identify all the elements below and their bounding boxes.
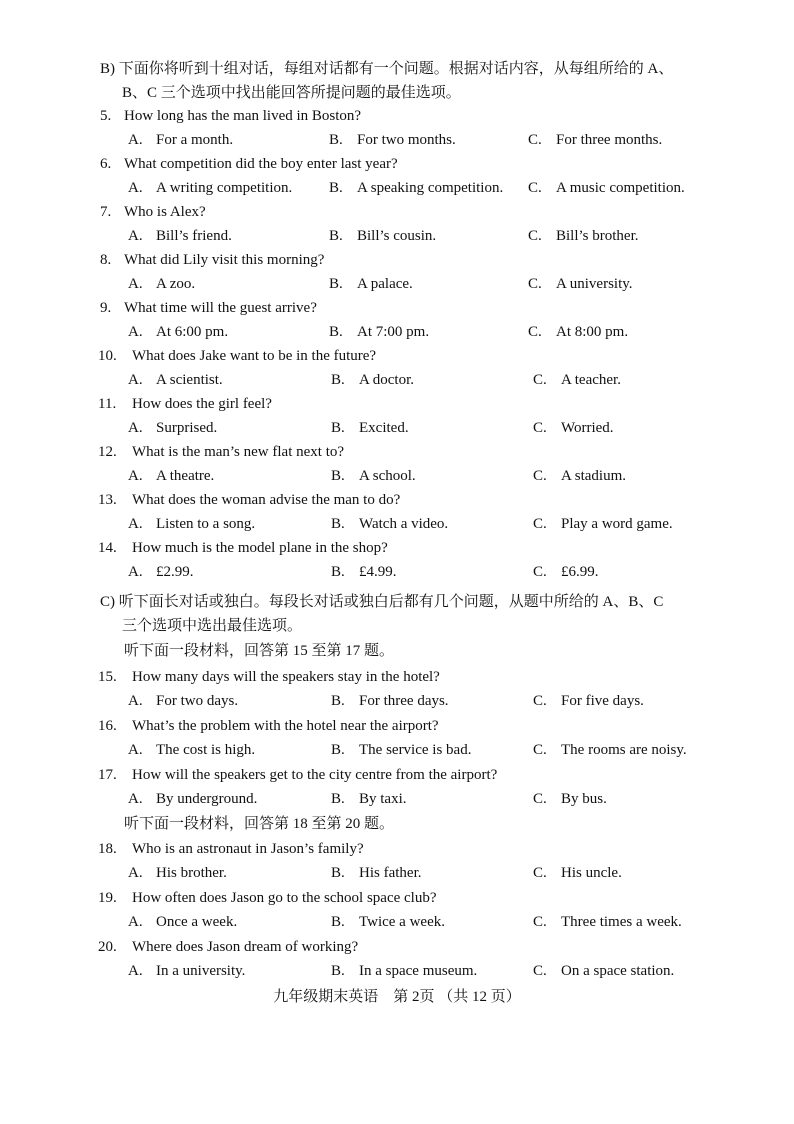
option-a: A. For a month. [128,132,234,148]
option-a: A. At 6:00 pm. [128,324,229,340]
option-a: A. A scientist. [128,372,223,388]
question-stem: How many days will the speakers stay in the hotel? [132,669,440,685]
option-a: A. A writing competition. [128,180,293,196]
option-b: B. Bill’s cousin. [329,228,437,244]
option-b: B. Twice a week. [331,914,445,930]
question-number: 11. [98,396,117,412]
material-instruction-18-20: 听下面一段材料，回答第 18 至第 20 题。 [124,816,395,832]
option-b: B. £4.99. [331,564,397,580]
option-c: C. A university. [528,276,633,292]
option-a: A. A zoo. [128,276,196,292]
question-stem: How much is the model plane in the shop? [132,540,388,556]
question-stem: What does Jake want to be in the future? [132,348,377,364]
question-stem: How often does Jason go to the school space club? [132,890,437,906]
question-number: 10. [98,348,117,364]
option-b: B. By taxi. [331,791,407,807]
option-b: B. A palace. [329,276,413,292]
option-a: A. The cost is high. [128,742,256,758]
section-b-instruction-line1: B) 下面你将听到十组对话，每组对话都有一个问题。根据对话内容，从每组所给的 A、 [100,61,674,77]
question-number: 7. [100,204,112,220]
option-c: C. By bus. [533,791,607,807]
question-number: 17. [98,767,117,783]
option-c: C. A teacher. [533,372,621,388]
option-b: B. His father. [331,865,422,881]
option-c: C. Three times a week. [533,914,682,930]
question-stem: Who is an astronaut in Jason’s family? [132,841,364,857]
question-stem: What does the woman advise the man to do? [132,492,401,508]
question-5 [0,104,794,152]
option-a: A. A theatre. [128,468,215,484]
option-c: C. His uncle. [533,865,622,881]
question-number: 16. [98,718,117,734]
question-6 [0,152,794,200]
question-18 [0,837,794,885]
question-17 [0,763,794,811]
question-number: 8. [100,252,112,268]
page-footer: 九年级期末英语 第 2页 （共 12 页） [273,989,521,1005]
question-stem: What competition did the boy enter last year? [124,156,398,172]
option-c: C. A stadium. [533,468,627,484]
option-b: B. In a space museum. [331,963,478,979]
question-stem: What’s the problem with the hotel near the airport? [132,718,439,734]
option-b: B. Watch a video. [331,516,449,532]
question-13 [0,488,794,536]
option-c: C. For three months. [528,132,663,148]
section-c-instruction-line1: C) 听下面长对话或独白。每段长对话或独白后都有几个问题，从题中所给的 A、B、C [100,594,664,610]
option-a: A. Once a week. [128,914,238,930]
option-c: C. At 8:00 pm. [528,324,629,340]
question-14 [0,536,794,584]
option-b: B. Excited. [331,420,409,436]
question-number: 19. [98,890,117,906]
question-number: 9. [100,300,112,316]
option-c: C. The rooms are noisy. [533,742,687,758]
option-a: A. £2.99. [128,564,194,580]
question-10 [0,344,794,392]
option-a: A. For two days. [128,693,239,709]
option-a: A. Listen to a song. [128,516,256,532]
question-number: 13. [98,492,117,508]
option-a: A. His brother. [128,865,227,881]
option-b: B. A school. [331,468,416,484]
material-instruction-15-17: 听下面一段材料，回答第 15 至第 17 题。 [124,643,395,659]
option-a: A. Bill’s friend. [128,228,232,244]
question-stem: What did Lily visit this morning? [124,252,325,268]
option-c: C. £6.99. [533,564,599,580]
question-7 [0,200,794,248]
option-b: B. The service is bad. [331,742,472,758]
option-c: C. For five days. [533,693,644,709]
question-16 [0,714,794,762]
question-stem: Who is Alex? [124,204,206,220]
question-stem: What time will the guest arrive? [124,300,317,316]
option-c: C. On a space station. [533,963,675,979]
question-number: 6. [100,156,112,172]
section-b-instruction-line2: B、C 三个选项中找出能回答所提问题的最佳选项。 [122,85,461,101]
question-number: 20. [98,939,117,955]
question-11 [0,392,794,440]
question-number: 14. [98,540,117,556]
option-a: A. By underground. [128,791,258,807]
question-stem: How long has the man lived in Boston? [124,108,362,124]
question-number: 5. [100,108,112,124]
option-c: C. Bill’s brother. [528,228,639,244]
question-9 [0,296,794,344]
question-15 [0,665,794,713]
question-number: 15. [98,669,117,685]
option-b: B. For two months. [329,132,456,148]
section-c-instruction-line2: 三个选项中选出最佳选项。 [122,618,303,634]
option-c: C. Worried. [533,420,614,436]
question-stem: How does the girl feel? [132,396,272,412]
option-a: A. Surprised. [128,420,218,436]
option-b: B. For three days. [331,693,449,709]
option-b: B. A doctor. [331,372,414,388]
option-b: B. A speaking competition. [329,180,504,196]
question-stem: What is the man’s new flat next to? [132,444,345,460]
option-b: B. At 7:00 pm. [329,324,430,340]
option-a: A. In a university. [128,963,246,979]
question-stem: Where does Jason dream of working? [132,939,359,955]
question-12 [0,440,794,488]
question-20 [0,935,794,983]
option-c: C. Play a word game. [533,516,673,532]
question-stem: How will the speakers get to the city centre from the airport? [132,767,498,783]
question-8 [0,248,794,296]
question-number: 12. [98,444,117,460]
question-number: 18. [98,841,117,857]
question-19 [0,886,794,934]
option-c: C. A music competition. [528,180,685,196]
